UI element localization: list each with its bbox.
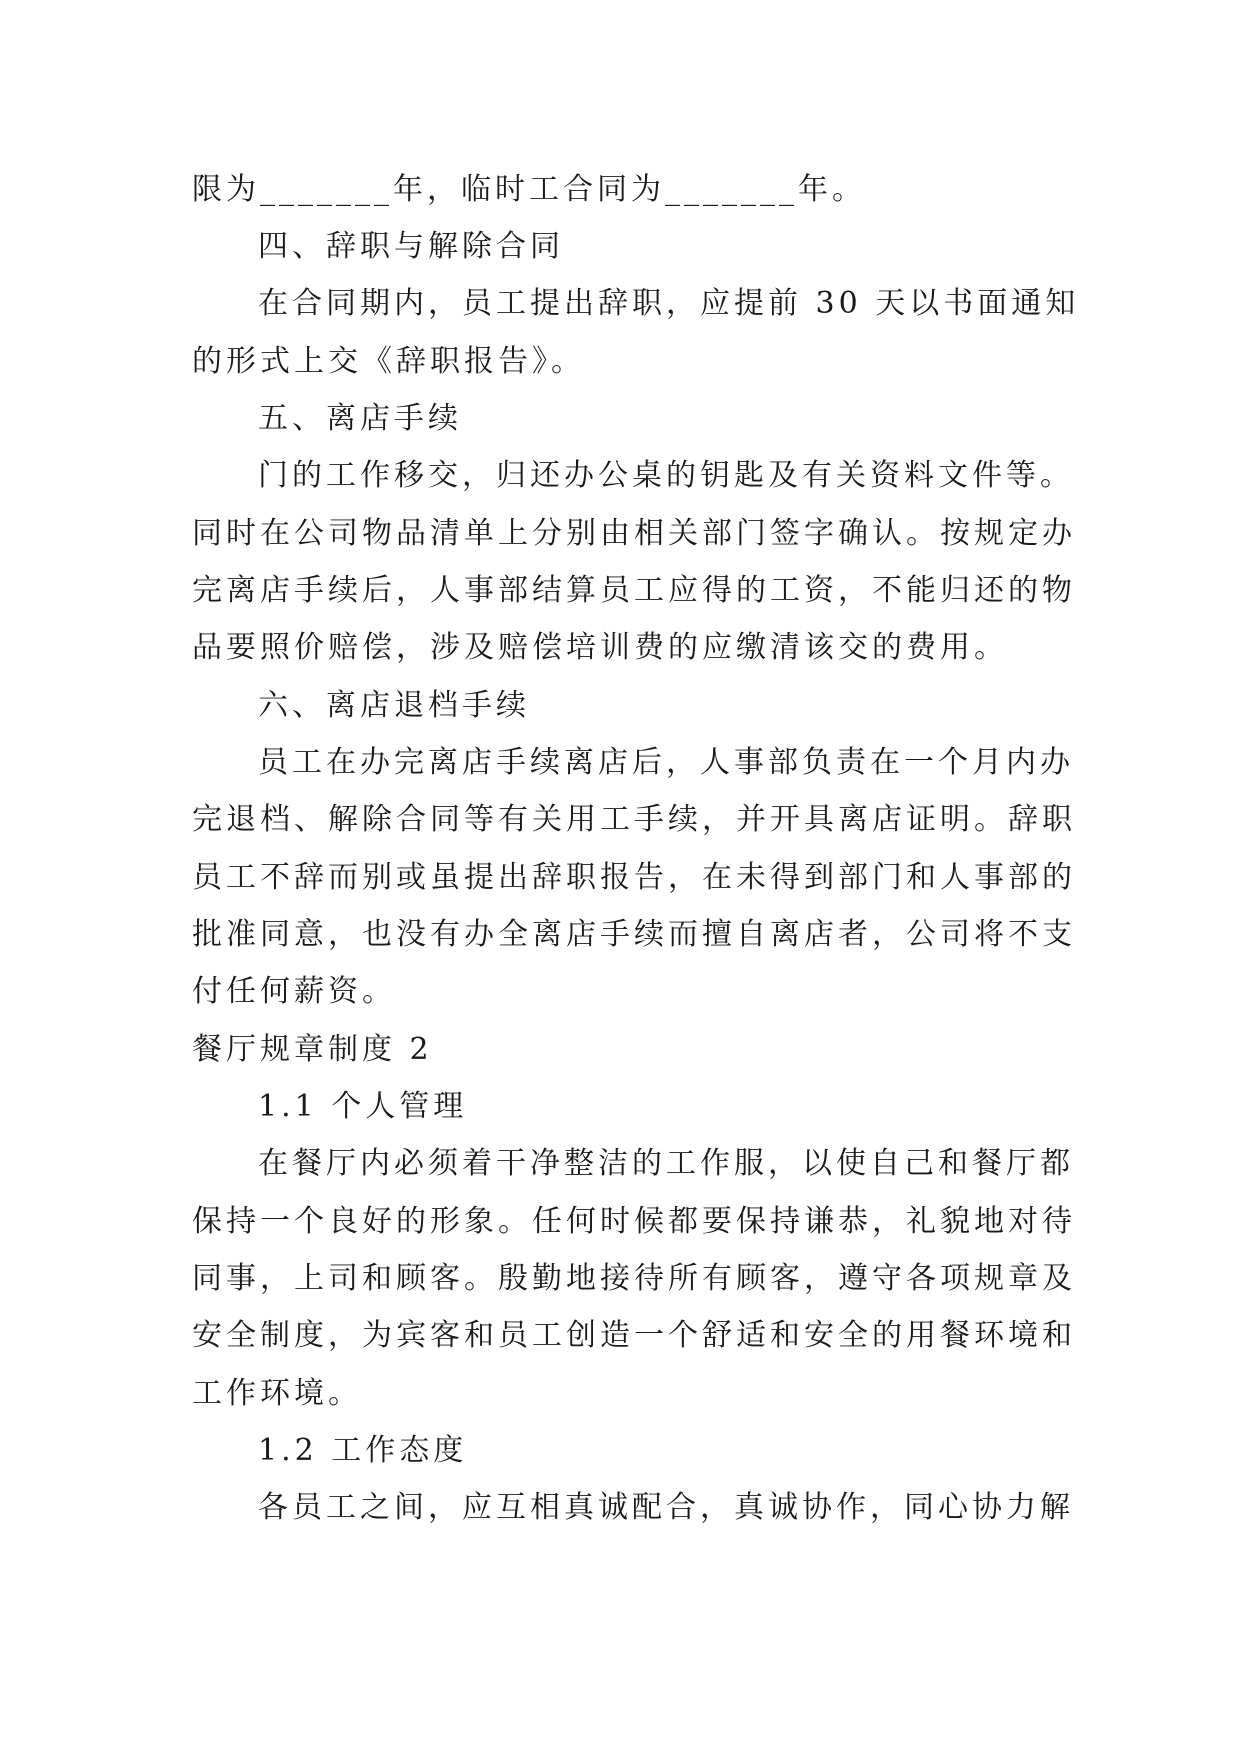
paragraph-line: 付任何薪资。 xyxy=(192,974,396,1009)
paragraph-line: 的形式上交《辞职报告》。 xyxy=(192,344,585,379)
paragraph-line: 员工不辞而别或虽提出辞职报告，在未得到部门和人事部的 xyxy=(192,860,1076,895)
paragraph-line: 工作环境。 xyxy=(192,1376,362,1411)
paragraph-line: 同事，上司和顾客。殷勤地接待所有顾客，遵守各项规章及 xyxy=(192,1261,1076,1296)
paragraph-line: 品要照价赔偿，涉及赔偿培训费的应缴清该交的费用。 xyxy=(192,630,1008,665)
paragraph-line: 批准同意，也没有办全离店手续而擅自离店者，公司将不支 xyxy=(192,917,1076,952)
paragraph-line: 各员工之间，应互相真诚配合，真诚协作，同心协力解 xyxy=(258,1490,1074,1525)
paragraph-line: 保持一个良好的形象。任何时候都要保持谦恭，礼貌地对待 xyxy=(192,1204,1076,1239)
paragraph-line: 完离店手续后，人事部结算员工应得的工资，不能归还的物 xyxy=(192,573,1076,608)
document-title: 餐厅规章制度 2 xyxy=(192,1032,433,1067)
paragraph-line: 完退档、解除合同等有关用工手续，并开具离店证明。辞职 xyxy=(192,802,1076,837)
paragraph-line: 安全制度，为宾客和员工创造一个舒适和安全的用餐环境和 xyxy=(192,1318,1076,1353)
section-heading: 六、离店退档手续 xyxy=(258,688,530,723)
paragraph-line: 在餐厅内必须着干净整洁的工作服，以使自己和餐厅都 xyxy=(258,1146,1074,1181)
paragraph-line: 在合同期内，员工提出辞职，应提前 30 天以书面通知 xyxy=(258,286,1080,321)
section-heading: 1.1 个人管理 xyxy=(258,1089,468,1124)
section-heading: 1.2 工作态度 xyxy=(258,1433,468,1468)
section-heading: 四、辞职与解除合同 xyxy=(258,229,564,264)
paragraph-line: 门的工作移交，归还办公桌的钥匙及有关资料文件等。 xyxy=(258,458,1074,493)
paragraph-line: 员工在办完离店手续离店后，人事部负责在一个月内办 xyxy=(258,745,1074,780)
text-line: 限为_______年，临时工合同为_______年。 xyxy=(192,172,866,207)
paragraph-line: 同时在公司物品清单上分别由相关部门签字确认。按规定办 xyxy=(192,516,1076,551)
section-heading: 五、离店手续 xyxy=(258,401,462,436)
